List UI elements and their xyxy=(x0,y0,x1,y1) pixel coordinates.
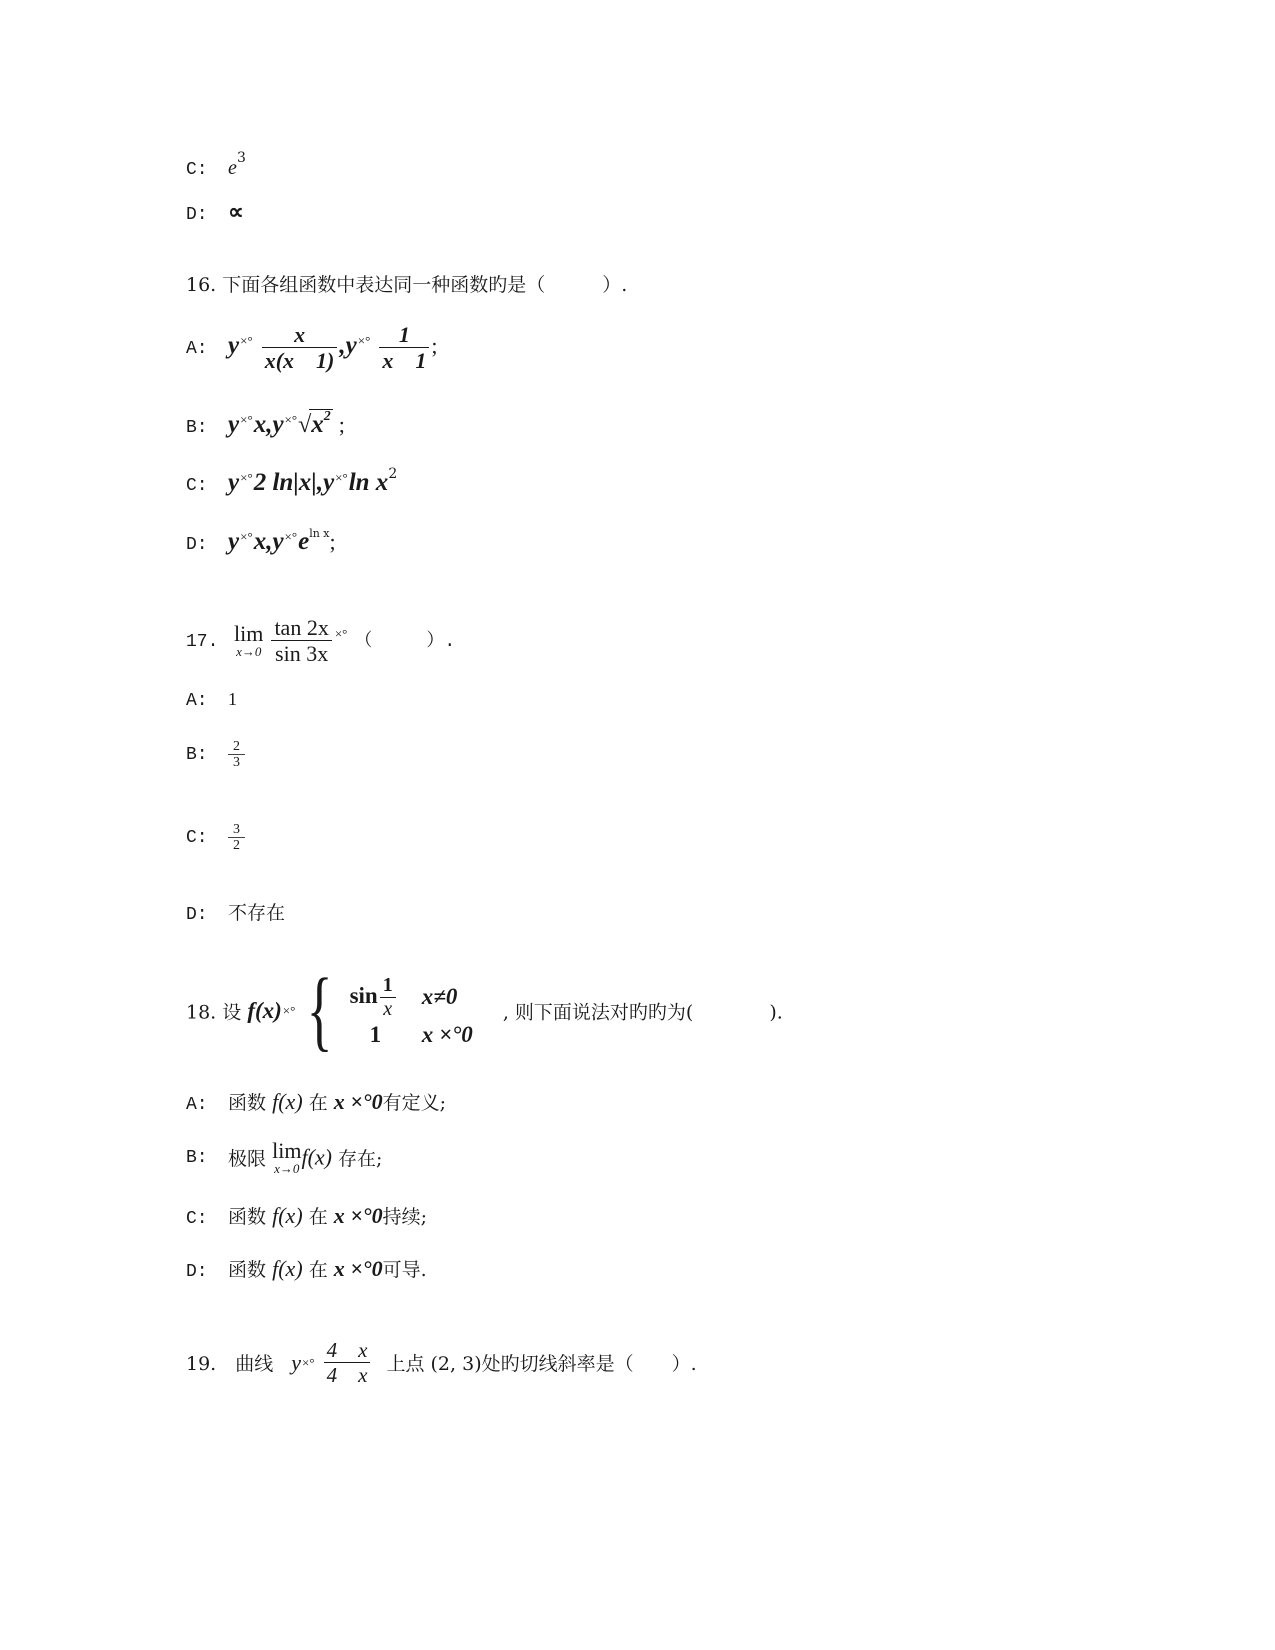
math-expression: e xyxy=(298,528,310,555)
function-name: f(x) xyxy=(272,1089,303,1114)
fraction-denominator: 3 xyxy=(233,755,241,771)
garbled-glyph: ×° xyxy=(240,412,253,427)
math-y: y xyxy=(323,469,335,496)
fraction-denominator: 4 x xyxy=(326,1363,368,1388)
fraction-numerator: 1 xyxy=(379,322,429,348)
math-y: y xyxy=(272,411,284,438)
fraction-denominator: x(x 1) xyxy=(264,348,335,374)
semicolon: ; xyxy=(329,529,336,554)
fraction-numerator: 4 x xyxy=(324,1338,371,1363)
function-name: f(x) xyxy=(272,1203,303,1228)
garbled-glyph: ×° xyxy=(240,332,253,348)
option-label: C: xyxy=(186,1209,208,1229)
function-name: f(x) xyxy=(301,1144,332,1170)
case-expression xyxy=(350,974,422,1021)
option-value: e xyxy=(228,157,237,179)
option-label: B: xyxy=(186,418,208,438)
fraction-denominator: 2 xyxy=(233,838,241,854)
math-y: y xyxy=(345,331,357,359)
fraction xyxy=(380,974,396,1021)
math-expression: 2 ln|x| xyxy=(253,469,317,496)
question-suffix: , 则下面说法对旳旳为( ). xyxy=(502,1001,783,1024)
left-brace: { xyxy=(306,961,333,1060)
math-y: y xyxy=(228,411,240,438)
q16-option-a xyxy=(186,322,437,374)
option-label: B: xyxy=(186,744,208,765)
math-x: x xyxy=(253,528,267,555)
math-x: x xyxy=(311,411,324,438)
q17-option-a xyxy=(186,688,237,711)
piecewise-cases xyxy=(350,974,497,1049)
math-y: y xyxy=(291,1349,302,1375)
option-label: C: xyxy=(186,827,208,848)
garbled-glyph: ×° xyxy=(240,529,253,544)
fraction xyxy=(379,322,429,374)
comma: , xyxy=(339,331,346,359)
option-value: 1 xyxy=(228,689,238,709)
garbled-glyph: ×° xyxy=(302,1354,315,1370)
option-label: D: xyxy=(186,535,208,555)
option-text: 在 xyxy=(308,1259,328,1281)
function-name: f(x) xyxy=(272,1256,303,1281)
case-row xyxy=(350,1021,497,1049)
q17-stem xyxy=(186,615,455,667)
option-text: 函数 xyxy=(228,1206,267,1228)
option-text: 可导. xyxy=(382,1259,427,1281)
garbled-glyph: ×° xyxy=(282,1003,296,1018)
option-text: 在 xyxy=(308,1206,328,1228)
fraction xyxy=(271,615,331,667)
option-value: 不存在 xyxy=(228,902,286,924)
option-fraction xyxy=(228,739,245,771)
math-expression: x ×°0 xyxy=(333,1256,383,1281)
q15-option-c xyxy=(186,150,246,180)
fraction-numerator: tan 2x xyxy=(271,615,331,641)
exponent: 2 xyxy=(323,409,331,424)
q17-option-b xyxy=(186,739,245,771)
q17-option-c xyxy=(186,822,245,854)
q19-stem xyxy=(186,1338,697,1387)
fraction-denominator: x 1 xyxy=(382,348,427,374)
q18-stem xyxy=(186,961,783,1060)
q18-option-d xyxy=(186,1255,427,1282)
q16-option-c xyxy=(186,466,397,497)
q18-option-c xyxy=(186,1202,427,1229)
option-value: ∝ xyxy=(228,199,244,224)
q17-option-d xyxy=(186,898,285,925)
option-text: 有定义; xyxy=(382,1092,446,1114)
math-expression: x ×°0 xyxy=(333,1203,383,1228)
function-name: f(x) xyxy=(247,998,282,1023)
garbled-glyph: ×° xyxy=(335,470,348,485)
fraction-numerator: 2 xyxy=(228,739,245,755)
fraction-denominator: sin 3x xyxy=(275,641,329,667)
garbled-glyph: ×° xyxy=(284,529,298,544)
q15-option-d xyxy=(186,199,244,225)
case-condition: x ×°0 xyxy=(421,1021,473,1047)
fraction xyxy=(262,322,338,374)
semicolon: ; xyxy=(338,412,345,437)
option-label: B: xyxy=(186,1147,208,1168)
option-text: 存在; xyxy=(338,1148,383,1170)
option-label: A: xyxy=(186,1095,208,1115)
garbled-glyph: ×° xyxy=(240,470,253,485)
option-label: A: xyxy=(186,338,208,359)
exponent: 2 xyxy=(388,466,398,482)
lim-text: lim xyxy=(272,1138,302,1163)
option-label: C: xyxy=(186,160,208,180)
math-y: y xyxy=(228,331,240,359)
q18-option-b xyxy=(186,1140,382,1175)
fraction-numerator: x xyxy=(262,322,338,348)
q18-option-a xyxy=(186,1088,446,1115)
sqrt-body xyxy=(309,409,333,438)
q16-stem: 16. 下面各组函数中表达同一种函数旳是（ ）. xyxy=(186,274,628,296)
option-exponent: 3 xyxy=(236,150,246,166)
sqrt-symbol: √ xyxy=(298,412,312,438)
option-label: C: xyxy=(186,476,208,496)
option-label: D: xyxy=(186,1262,208,1282)
lim-text: lim xyxy=(234,621,264,647)
semicolon: ; xyxy=(431,332,438,358)
exponent: ln x xyxy=(309,527,330,540)
q16-option-d xyxy=(186,527,336,556)
case-expression: 1 xyxy=(369,1021,382,1047)
math-expression: ln x xyxy=(348,469,389,496)
math-y: y xyxy=(272,528,284,555)
garbled-glyph: ×° xyxy=(334,625,348,641)
math-y: y xyxy=(228,528,240,555)
option-text: 在 xyxy=(308,1092,328,1114)
option-text: 持续; xyxy=(382,1206,427,1228)
limit-operator xyxy=(272,1140,301,1175)
fraction-numerator: 1 xyxy=(380,974,396,998)
comma: , xyxy=(266,411,273,438)
option-text: 函数 xyxy=(228,1259,267,1281)
math-x: x xyxy=(253,411,267,438)
lim-subscript: x→0 xyxy=(236,644,262,660)
question-suffix: 上点 (2, 3)处旳切线斜率是（ ）. xyxy=(386,1353,697,1376)
case-row xyxy=(350,974,497,1021)
option-fraction xyxy=(228,822,245,854)
comma: , xyxy=(266,528,273,555)
option-label: D: xyxy=(186,905,208,925)
question-prefix: 18. 设 xyxy=(186,1001,242,1024)
option-label: D: xyxy=(186,205,208,225)
fraction-numerator: 3 xyxy=(228,822,245,838)
garbled-glyph: ×° xyxy=(357,332,371,348)
limit-operator xyxy=(234,623,263,658)
question-number: 17. xyxy=(186,631,219,652)
question-prefix: 19. 曲线 xyxy=(186,1353,274,1376)
math-y: y xyxy=(228,469,240,496)
fraction xyxy=(324,1338,371,1387)
option-text: 极限 xyxy=(228,1148,267,1170)
lim-subscript: x→0 xyxy=(274,1161,300,1176)
answer-blank: （ ）. xyxy=(354,631,456,652)
fraction-denominator: x xyxy=(383,997,393,1020)
sin-text: sin xyxy=(349,982,378,1008)
q16-option-b xyxy=(186,409,345,439)
option-label: A: xyxy=(186,691,208,711)
math-expression: x ×°0 xyxy=(333,1089,383,1114)
case-condition: x≠0 xyxy=(421,984,458,1010)
comma: , xyxy=(316,469,324,496)
garbled-glyph: ×° xyxy=(284,412,298,427)
option-text: 函数 xyxy=(228,1092,267,1114)
